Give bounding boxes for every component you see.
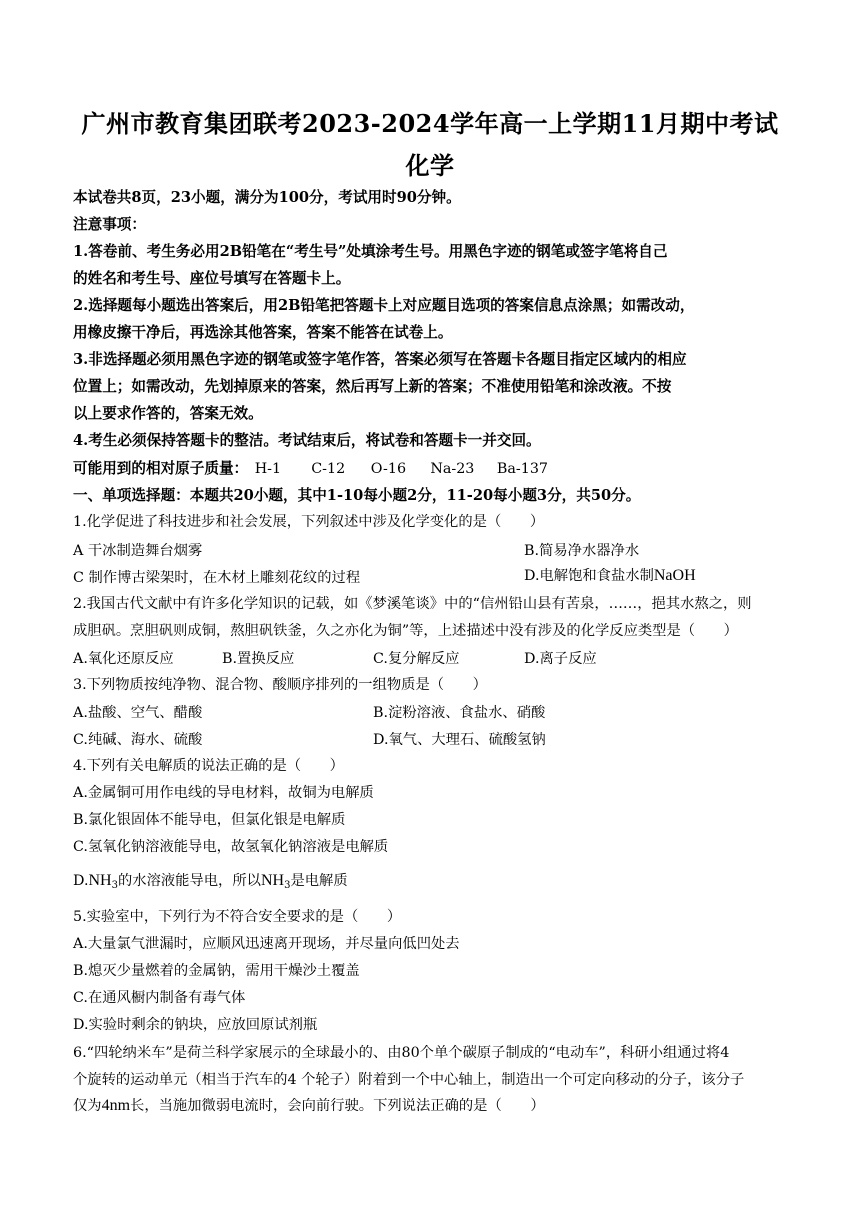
q4-option-d-mid: 的水溶液能导电，所以 (117, 873, 261, 889)
question-3-stem: 3.下列物质按纯净物、混合物、酸顺序排列的一组物质是（ ） (73, 677, 487, 693)
q3-option-b: B.淀粉溶液、食盐水、硝酸 (373, 705, 546, 721)
q5-option-c: C.在通风橱内制备有毒气体 (73, 990, 246, 1006)
q1-option-d (524, 565, 696, 585)
q3-option-c: C.纯碱、海水、硫酸 (73, 732, 203, 748)
notice-line: 2.选择题每小题选出答案后，用2B铅笔把答题卡上对应题目选项的答案信息点涂黑；如需改动， (73, 297, 695, 314)
question-4-stem: 4.下列有关电解质的说法正确的是（ ） (73, 758, 344, 774)
question-2-stem: 2.我国古代文献中有许多化学知识的记载，如《梦溪笔谈》中的“信州铅山县有苦泉，……，挹其水熬之，则 (73, 596, 752, 612)
q1-option-d-text: D.电解饱和食盐水制 (524, 568, 654, 584)
notice-line: 的姓名和考生号、座位号填写在答题卡上。 (73, 270, 351, 287)
naoh-formula: NaOH (653, 567, 696, 584)
q4-option-c: C.氢氧化钠溶液能导电，故氢氧化钠溶液是电解质 (73, 839, 389, 855)
notice-heading: 注意事项： (73, 216, 146, 233)
q4-option-a: A.金属铜可用作电线的导电材料，故铜为电解质 (73, 785, 374, 801)
q1-option-a: A 干冰制造舞台烟雾 (73, 543, 203, 559)
atomic-mass-item: Na-23 (430, 461, 475, 477)
q2-option-b: B.置换反应 (222, 651, 295, 667)
q3-option-a: A.盐酸、空气、醋酸 (73, 705, 203, 721)
q6-line3-suffix: 长，当施加微弱电流时，会向前行驶。下列说法正确的是（ ） (130, 1098, 545, 1114)
q5-option-d: D.实验时剩余的钠块，应放回原试剂瓶 (73, 1017, 318, 1033)
atomic-mass-row (73, 459, 793, 479)
notice-line: 用橡皮擦干净后，再选涂其他答案，答案不能答在试卷上。 (73, 324, 453, 341)
q5-option-b: B.熄灭少量燃着的金属钠，需用干燥沙土覆盖 (73, 963, 360, 979)
exam-summary: 本试卷共8页，23小题，满分为100分，考试用时90分钟。 (73, 189, 461, 206)
nh3-formula: NH (88, 872, 112, 889)
question-6-stem: 6.“四轮纳米车”是荷兰科学家展示的全球最小的、由80个单个碳原子制成的“电动车”，科研小组通过将4 (73, 1045, 730, 1061)
atomic-mass-item: C-12 (311, 461, 346, 477)
section-heading: 一、单项选择题：本题共20小题，其中1-10每小题2分，11-20每小题3分，共50分。 (73, 487, 641, 504)
q4-option-d-prefix: D. (73, 873, 89, 889)
q2-option-a: A.氧化还原反应 (73, 651, 174, 667)
question-5-stem: 5.实验室中，下列行为不符合安全要求的是（ ） (73, 909, 402, 925)
q3-option-d: D.氧气、大理石、硫酸氢钠 (373, 732, 546, 748)
q6-line3-prefix: 仅为 (73, 1098, 102, 1114)
question-1-stem: 1.化学促进了科技进步和社会发展，下列叙述中涉及化学变化的是（ ） (73, 514, 545, 530)
atomic-mass-item: O-16 (370, 461, 407, 477)
atomic-mass-item: Ba-137 (496, 461, 549, 477)
subject-title: 化学 (405, 151, 455, 180)
question-6-stem: 个旋转的运动单元（相当于汽车的4 个轮子）附着到一个中心轴上，制造出一个可定向移动的分子，该分子 (73, 1072, 745, 1088)
q2-option-d: D.离子反应 (524, 651, 597, 667)
question-2-stem: 成胆矾。烹胆矾则成铜，熬胆矾铁釜，久之亦化为铜”等，上述描述中没有涉及的化学反应类型是（ ） (73, 623, 738, 639)
q4-option-b: B.氯化银固体不能导电，但氯化银是电解质 (73, 812, 346, 828)
q2-option-c: C.复分解反应 (373, 651, 460, 667)
notice-line: 以上要求作答的，答案无效。 (73, 405, 263, 422)
nh3-subscript: 3 (111, 880, 118, 891)
notice-line: 3.非选择题必须用黑色字迹的钢笔或签字笔作答，答案必须写在答题卡各题目指定区域内的相应 (73, 351, 687, 368)
q4-option-d-suffix: 是电解质 (290, 873, 348, 889)
q1-option-c: C 制作博古梁架时，在木材上雕刻花纹的过程 (73, 570, 361, 586)
notice-line: 位置上；如需改动，先划掉原来的答案，然后再写上新的答案；不准使用铅笔和涂改液。不按 (73, 378, 672, 395)
notice-line: 1.答卷前、考生务必用2B铅笔在“考生号”处填涂考生号。用黑色字迹的钢笔或签字笔将自己 (73, 243, 668, 260)
question-6-stem (73, 1096, 793, 1116)
q5-option-a: A.大量氯气泄漏时，应顺风迅速离开现场，并尽量向低凹处去 (73, 936, 460, 952)
length-value: 4nm (101, 1097, 131, 1114)
exam-title: 广州市教育集团联考2023-2024学年高一上学期11月期中考试 (81, 109, 779, 138)
notice-line: 4.考生必须保持答题卡的整洁。考试结束后，将试卷和答题卡一并交回。 (73, 432, 541, 449)
nh3-subscript: 3 (284, 880, 291, 891)
q4-option-d (73, 871, 793, 896)
atomic-mass-item: H-1 (254, 461, 282, 477)
q1-option-b: B.简易净水器净水 (524, 543, 640, 559)
atomic-mass-label: 可能用到的相对原子质量： (73, 460, 249, 477)
nh3-formula: NH (260, 872, 285, 889)
